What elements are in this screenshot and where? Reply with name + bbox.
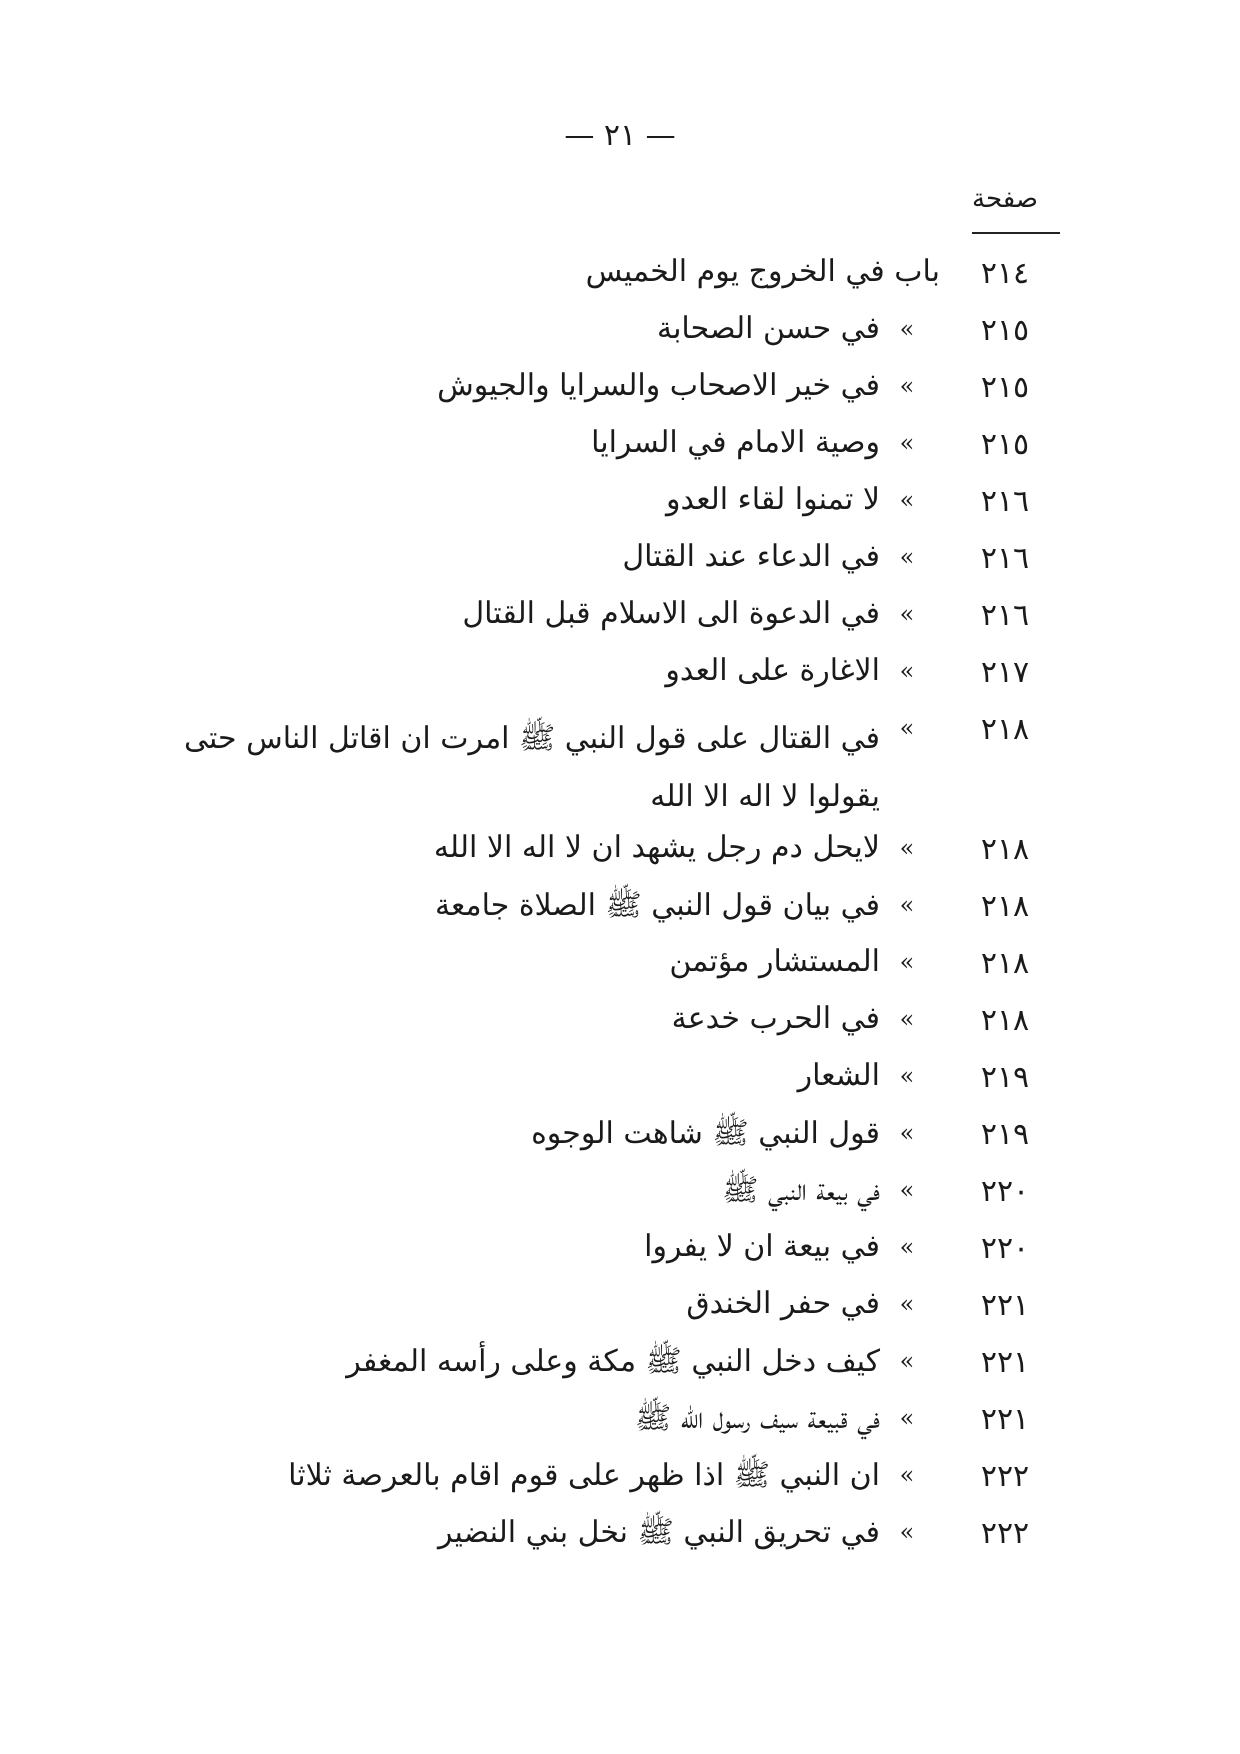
toc-entry-page-number: ٢١٥ xyxy=(980,427,1030,462)
toc-entry-page-number: ٢٢١ xyxy=(980,1288,1030,1323)
toc-entry-ditto-mark: » xyxy=(899,315,915,343)
toc-entry-page-number: ٢١٦ xyxy=(980,541,1030,576)
toc-entry-title: في حسن الصحابة xyxy=(657,311,880,346)
toc-entry-page-number: ٢١٨ xyxy=(980,1003,1030,1038)
toc-entry-title: المستشار مؤتمن xyxy=(669,944,880,979)
toc-entry-ditto-mark: » xyxy=(899,429,915,457)
toc-entry-page-number: ٢٢٠ xyxy=(980,1174,1030,1209)
toc-entry-title: في الدعوة الى الاسلام قبل القتال xyxy=(462,596,880,631)
toc-entry-ditto-mark: » xyxy=(899,600,915,628)
toc-entry-page-number: ٢١٦ xyxy=(980,484,1030,519)
toc-entry-ditto-mark: » xyxy=(899,486,915,514)
toc-entry-title: كيف دخل النبي ﷺ مكة وعلى رأسه المغفر xyxy=(346,1344,880,1379)
toc-entry xyxy=(0,993,1240,1050)
toc-entry xyxy=(0,246,1240,303)
toc-entry xyxy=(0,1278,1240,1335)
table-of-contents xyxy=(0,246,1240,1563)
toc-entry-ditto-mark: » xyxy=(899,948,915,976)
column-header-page: صفحة xyxy=(972,184,1038,214)
page-number: — ٢١ — xyxy=(564,118,676,153)
toc-entry-title: لايحل دم رجل يشهد ان لا اله الا الله xyxy=(433,830,880,865)
toc-entry-page-number: ٢٢٢ xyxy=(980,1459,1030,1494)
toc-entry-title: قول النبي ﷺ شاهت الوجوه xyxy=(531,1116,880,1151)
toc-entry-ditto-mark: » xyxy=(899,657,915,685)
toc-entry xyxy=(0,1335,1240,1392)
toc-entry-ditto-mark: » xyxy=(899,1176,915,1204)
toc-entry-page-number: ٢١٨ xyxy=(980,832,1030,867)
toc-entry-title: في القتال على قول النبي ﷺ امرت ان اقاتل الناس حتى يقولوا لا اله الا الله xyxy=(184,721,880,814)
toc-entry-ditto-mark: » xyxy=(899,834,915,862)
toc-entry xyxy=(0,702,1240,822)
toc-entry xyxy=(0,1107,1240,1164)
toc-entry-title: الاغارة على العدو xyxy=(665,653,880,688)
toc-entry-page-number: ٢١٩ xyxy=(980,1117,1030,1152)
toc-entry xyxy=(0,936,1240,993)
toc-entry-page-number: ٢٢١ xyxy=(980,1402,1030,1437)
toc-entry-title: في بيان قول النبي ﷺ الصلاة جامعة xyxy=(434,888,880,923)
toc-entry-page-number: ٢١٨ xyxy=(980,712,1030,747)
toc-entry-title: في حفر الخندق xyxy=(686,1286,880,1321)
toc-entry-title: في تحريق النبي ﷺ نخل بني النضير xyxy=(437,1515,880,1550)
toc-entry-page-number: ٢١٥ xyxy=(980,370,1030,405)
toc-entry-ditto-mark: » xyxy=(899,543,915,571)
column-header-rule xyxy=(972,232,1060,234)
toc-entry xyxy=(0,474,1240,531)
toc-entry-page-number: ٢١٨ xyxy=(980,946,1030,981)
toc-entry-ditto-mark: » xyxy=(899,891,915,919)
toc-entry-page-number: ٢١٩ xyxy=(980,1060,1030,1095)
toc-entry-page-number: ٢١٧ xyxy=(980,655,1030,690)
toc-entry-ditto-mark: » xyxy=(899,1404,915,1432)
toc-entry-page-number: ٢١٥ xyxy=(980,313,1030,348)
toc-entry-title: في قبيعة سيف رسول الله ﷺ xyxy=(634,1401,880,1436)
toc-entry xyxy=(0,1164,1240,1221)
toc-entry xyxy=(0,879,1240,936)
toc-entry-title: في خير الاصحاب والسرايا والجيوش xyxy=(437,368,880,403)
toc-entry-title: في الحرب خدعة xyxy=(671,1001,880,1036)
toc-entry xyxy=(0,1221,1240,1278)
toc-entry xyxy=(0,645,1240,702)
toc-entry xyxy=(0,1449,1240,1506)
toc-entry-title: وصية الامام في السرايا xyxy=(591,425,880,460)
toc-entry xyxy=(0,303,1240,360)
toc-entry-title: الشعار xyxy=(797,1058,880,1093)
toc-entry xyxy=(0,1050,1240,1107)
toc-entry xyxy=(0,531,1240,588)
toc-entry-ditto-mark: » xyxy=(899,1461,915,1489)
toc-entry xyxy=(0,588,1240,645)
toc-entry-ditto-mark: » xyxy=(899,1347,915,1375)
toc-entry-title: في بيعة ان لا يفروا xyxy=(644,1229,880,1264)
toc-entry-title: ان النبي ﷺ اذا ظهر على قوم اقام بالعرصة ثلاثا xyxy=(288,1458,880,1493)
toc-entry-title: باب في الخروج يوم الخميس xyxy=(585,254,940,289)
toc-entry xyxy=(0,360,1240,417)
toc-entry xyxy=(0,822,1240,879)
toc-entry-title: لا تمنوا لقاء العدو xyxy=(665,482,880,517)
toc-entry-page-number: ٢١٤ xyxy=(980,256,1030,291)
toc-entry-page-number: ٢٢١ xyxy=(980,1345,1030,1380)
toc-entry-ditto-mark: » xyxy=(899,1062,915,1090)
toc-entry-title: في الدعاء عند القتال xyxy=(622,539,880,574)
toc-entry-ditto-mark: » xyxy=(899,1233,915,1261)
toc-entry-page-number: ٢١٨ xyxy=(980,889,1030,924)
toc-entry-ditto-mark: » xyxy=(899,1119,915,1147)
toc-entry-ditto-mark: » xyxy=(899,1290,915,1318)
toc-entry-ditto-mark: » xyxy=(899,372,915,400)
toc-entry-page-number: ٢٢٠ xyxy=(980,1231,1030,1266)
toc-entry-ditto-mark: » xyxy=(899,714,915,742)
toc-entry xyxy=(0,1506,1240,1563)
toc-entry-ditto-mark: » xyxy=(899,1005,915,1033)
toc-entry-title: في بيعة النبي ﷺ xyxy=(722,1173,880,1208)
toc-entry-page-number: ٢١٦ xyxy=(980,598,1030,633)
toc-entry xyxy=(0,417,1240,474)
toc-entry-ditto-mark: » xyxy=(899,1518,915,1546)
toc-entry xyxy=(0,1392,1240,1449)
toc-entry-page-number: ٢٢٢ xyxy=(980,1516,1030,1551)
